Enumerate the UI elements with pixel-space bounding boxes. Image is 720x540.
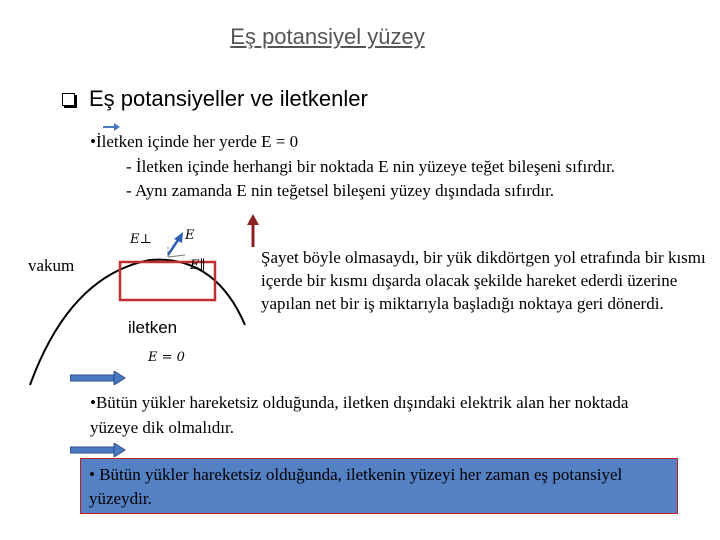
vector-arrow-icon (101, 121, 121, 131)
up-arrow-icon (245, 213, 261, 249)
statement-line-2: - İletken içinde herhangi bir noktada E nin yüzeye teğet bileşeni sıfırdır. (126, 157, 616, 176)
statement-line-1: •İletken içinde her yerde E = 0 (90, 132, 299, 151)
e-vector-label: E (185, 228, 195, 243)
page-title: Eş potansiyel yüzey (230, 24, 425, 49)
right-arrow-icon (70, 371, 126, 385)
section-heading (62, 86, 368, 112)
bullet-field-perpendicular: •Bütün yükler hareketsiz olduğunda, iletken dışındaki elektrik alan her noktada yüzeye dik olmalıdır. (90, 393, 629, 437)
vacuum-label: vakum (28, 256, 75, 275)
explanation-paragraph: Şayet böyle olmasaydı, bir yük dikdörtgen yol etrafında bir kısmı içerde bir kısmı dışarda olacak şekilde hareket ederdi üzerine yapılan net bir iş miktarıyla başladığı noktaya geri dönerdi. (261, 248, 706, 313)
conductor-label: iletken (128, 318, 178, 337)
e-parallel-label: E∥ (190, 258, 206, 273)
right-arrow-icon (70, 443, 126, 457)
checkbox-bullet-icon (62, 93, 75, 106)
statement-line-3: - Aynı zamanda E nin teğetsel bileşeni yüzey dışındada sıfırdır. (126, 181, 555, 200)
highlight-box: • Bütün yükler hareketsiz olduğunda, iletkenin yüzeyi her zaman eş potansiyel yüzeydir. (80, 458, 678, 514)
e-perp-label: E⊥ (130, 232, 152, 247)
section-heading-text: Eş potansiyeller ve iletkenler (89, 86, 368, 111)
e-zero-label: E = 0 (148, 350, 185, 365)
